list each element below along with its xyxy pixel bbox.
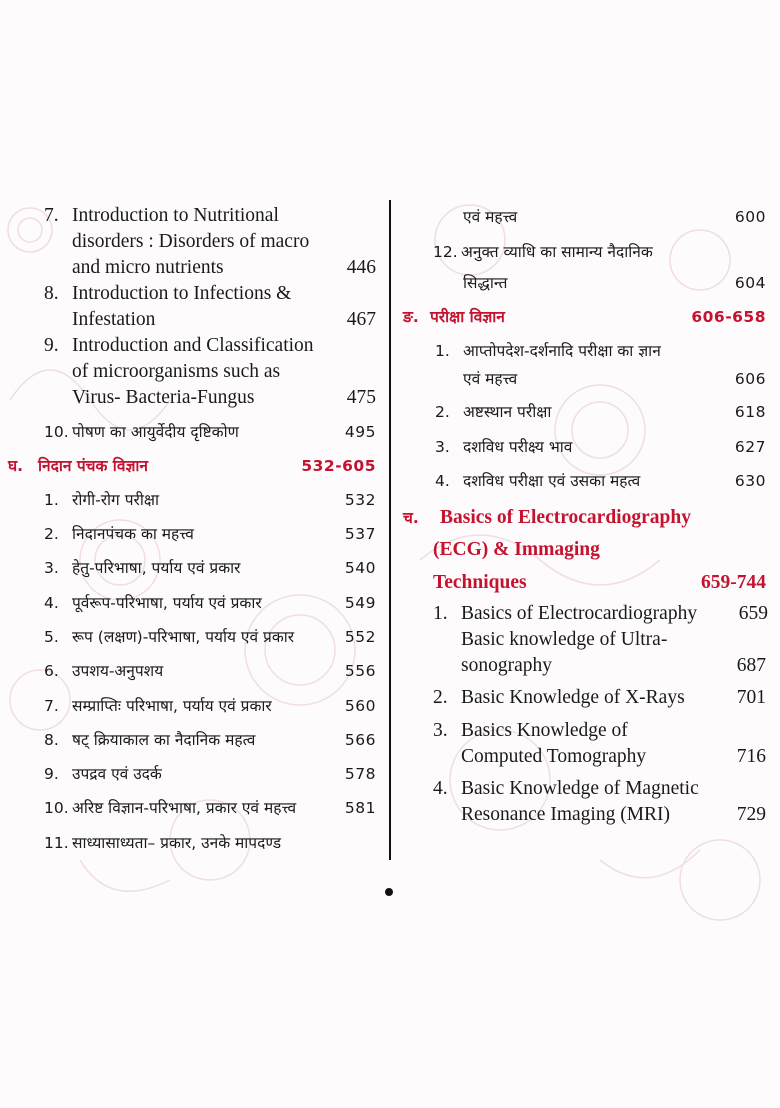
entry-number: 4. [435, 472, 450, 490]
section-title: परीक्षा विज्ञान [430, 308, 505, 326]
entry-number: 8. [44, 731, 59, 749]
page-number: 687 [736, 655, 766, 676]
entry-number: 1. [44, 491, 59, 509]
page-number: 552 [344, 628, 376, 646]
section-title: Techniques [433, 572, 527, 593]
entry-number: 5. [44, 628, 59, 646]
page-number: 604 [734, 274, 766, 292]
entry-title: दशविध परीक्षा एवं उसका महत्व [463, 472, 641, 490]
page-number: 532 [344, 491, 376, 509]
entry-number: 8. [44, 283, 59, 304]
entry-title: Basic Knowledge of Magnetic [461, 778, 699, 799]
entry-number: 7. [44, 205, 59, 226]
page-number: 549 [344, 594, 376, 612]
entry-number: 2. [44, 525, 59, 543]
entry-number: 1. [435, 342, 450, 360]
entry-number: 9. [44, 335, 59, 356]
entry-title: आप्तोपदेश-दर्शनादि परीक्षा का ज्ञान [463, 342, 661, 360]
entry-title: दशविध परीक्ष्य भाव [463, 438, 573, 456]
page-number: 630 [734, 472, 766, 490]
page-bullet-dot [385, 888, 393, 896]
entry-title: एवं महत्त्व [463, 208, 518, 226]
page-number: 540 [344, 559, 376, 577]
page-number: 578 [344, 765, 376, 783]
entry-number: 2. [433, 687, 448, 708]
page-number: 716 [736, 746, 766, 767]
entry-title: Resonance Imaging (MRI) [461, 804, 671, 825]
section-marker: च. [403, 509, 419, 527]
entry-title: रोगी-रोग परीक्षा [72, 491, 159, 509]
entry-title: Virus- Bacteria-Fungus [72, 387, 255, 408]
entry-title: अष्टस्थान परीक्षा [463, 403, 552, 421]
page-number: 618 [734, 403, 766, 421]
entry-title: अरिष्ट विज्ञान-परिभाषा, प्रकार एवं महत्त्व [72, 799, 297, 817]
entry-title: साध्यासाध्यता– प्रकार, उनके मापदण्ड [72, 834, 281, 852]
page-number: 556 [344, 662, 376, 680]
page-number: 701 [736, 687, 766, 708]
page-number: 566 [344, 731, 376, 749]
entry-title: and micro nutrients [72, 257, 224, 278]
section-marker: घ. [8, 457, 24, 475]
entry-number: 10. [44, 799, 69, 817]
entry-title: पूर्वरूप-परिभाषा, पर्याय एवं प्रकार [72, 594, 262, 612]
section-title: Basics of Electrocardiography [440, 507, 691, 528]
page-number: 729 [736, 804, 766, 825]
entry-title: उपशय-अनुपशय [72, 662, 164, 680]
entry-title: Introduction to Infections & [72, 283, 292, 304]
entry-title: of microorganisms such as [72, 361, 281, 382]
entry-title: सम्प्राप्तिः परिभाषा, पर्याय एवं प्रकार [72, 697, 272, 715]
entry-title: Infestation [72, 309, 156, 330]
entry-number: 7. [44, 697, 59, 715]
entry-title: एवं महत्त्व [463, 370, 518, 388]
entry-number: 9. [44, 765, 59, 783]
entry-title: Basic Knowledge of X-Rays [461, 687, 685, 708]
entry-title: रूप (लक्षण)-परिभाषा, पर्याय एवं प्रकार [72, 628, 295, 646]
entry-number: 6. [44, 662, 59, 680]
section-range: 532-605 [301, 457, 376, 475]
section-title: (ECG) & Immaging [433, 539, 600, 560]
page-number: 495 [344, 423, 376, 441]
entry-number: 4. [44, 594, 59, 612]
entry-number: 2. [435, 403, 450, 421]
entry-title: Computed Tomography [461, 746, 647, 767]
section-range: 659-744 [701, 572, 766, 593]
section-marker: ङ. [403, 308, 419, 326]
entry-title: Introduction and Classification [72, 335, 314, 356]
entry-title: सिद्धान्त [463, 274, 508, 292]
page-number: 467 [346, 309, 376, 330]
entry-title: षट् क्रियाकाल का नैदानिक महत्व [72, 731, 256, 749]
entry-title: Basics Knowledge of [461, 720, 628, 741]
entry-number: 10. [44, 423, 69, 441]
page-number: 446 [346, 257, 376, 278]
entry-title: Introduction to Nutritional [72, 205, 279, 226]
page-number: 659 [738, 603, 768, 624]
section-title: निदान पंचक विज्ञान [38, 457, 148, 475]
entry-number: 3. [433, 720, 448, 741]
page-number: 537 [344, 525, 376, 543]
entry-number: 4. [433, 778, 448, 799]
entry-number: 3. [44, 559, 59, 577]
column-divider [389, 200, 391, 860]
entry-title: sonography [461, 655, 552, 676]
entry-number: 11. [44, 834, 69, 852]
page-number: 475 [346, 387, 376, 408]
section-range: 606-658 [691, 308, 766, 326]
entry-number: 1. [433, 603, 448, 624]
entry-title: पोषण का आयुर्वेदीय दृष्टिकोण [72, 423, 239, 441]
entry-title: अनुक्त व्याधि का सामान्य नैदानिक [461, 243, 653, 261]
entry-title: Basics of Electrocardiography [461, 603, 698, 624]
entry-title: हेतु-परिभाषा, पर्याय एवं प्रकार [72, 559, 241, 577]
page-number: 606 [734, 370, 766, 388]
page-number: 627 [734, 438, 766, 456]
page-number: 581 [344, 799, 376, 817]
entry-title: Basic knowledge of Ultra- [461, 629, 668, 650]
entry-number: 3. [435, 438, 450, 456]
entry-title: निदानपंचक का महत्त्व [72, 525, 194, 543]
entry-number: 12. [433, 243, 458, 261]
page-number: 560 [344, 697, 376, 715]
entry-title: उपद्रव एवं उदर्क [72, 765, 162, 783]
entry-title: disorders : Disorders of macro [72, 231, 310, 252]
page-number: 600 [734, 208, 766, 226]
